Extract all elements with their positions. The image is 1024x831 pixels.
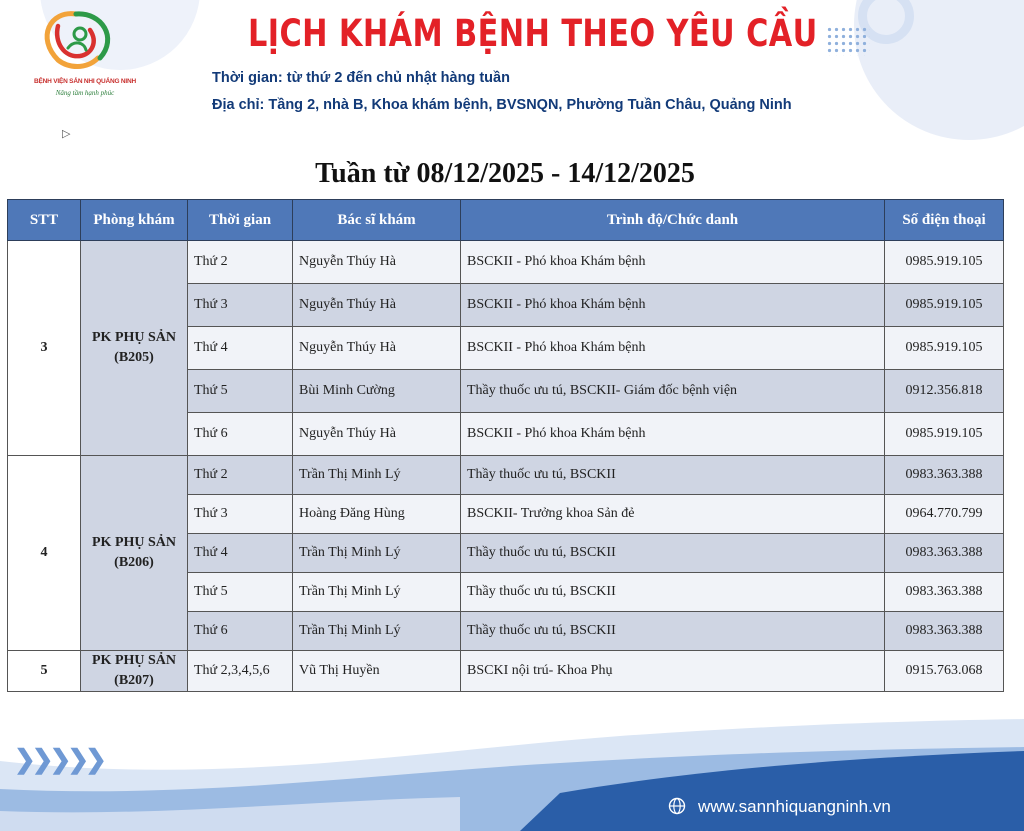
room-code: (B207) [114,673,154,688]
doctor-cell: Trần Thị Minh Lý [293,534,461,573]
phone-cell: 0983.363.388 [885,456,1004,495]
time-cell: Thứ 5 [188,370,293,413]
room-cell [81,651,188,692]
room-cell [81,241,188,456]
column-header-time: Thời gian [188,200,293,241]
doctor-cell: Nguyễn Thúy Hà [293,241,461,284]
table-header-row [8,200,1004,241]
table-row [8,456,1004,495]
room-code: (B206) [114,555,154,570]
doctor-cell: Nguyễn Thúy Hà [293,327,461,370]
phone-cell: 0964.770.799 [885,495,1004,534]
room-code: (B205) [114,350,154,365]
room-name: PK PHỤ SẢN [92,653,176,668]
phone-cell: 0985.919.105 [885,413,1004,456]
time-cell: Thứ 2 [188,241,293,284]
doctor-cell: Bùi Minh Cường [293,370,461,413]
stt-cell: 5 [8,651,81,692]
title-cell: BSCKII- Trưởng khoa Sản đẻ [461,495,885,534]
time-cell: Thứ 5 [188,573,293,612]
hospital-logo-icon [28,4,124,76]
schedule-time-info: Thời gian: từ thứ 2 đến chủ nhật hàng tuần [212,70,510,86]
title-cell: BSCKII - Phó khoa Khám bệnh [461,413,885,456]
time-cell: Thứ 6 [188,413,293,456]
schedule-address-info: Địa chỉ: Tầng 2, nhà B, Khoa khám bệnh, BVSNQN, Phường Tuần Châu, Quảng Ninh [212,97,792,113]
footer-website-url: www.sannhiquangninh.vn [698,797,891,816]
phone-cell: 0985.919.105 [885,327,1004,370]
globe-icon [668,797,686,815]
room-name: PK PHỤ SẢN [92,330,176,345]
title-cell: Thầy thuốc ưu tú, BSCKII [461,612,885,651]
phone-cell: 0912.356.818 [885,370,1004,413]
phone-cell: 0985.919.105 [885,241,1004,284]
time-cell: Thứ 4 [188,534,293,573]
page-title: LỊCH KHÁM BỆNH THEO YÊU CẦU [248,12,818,55]
table-row [8,651,1004,692]
week-title: Tuần từ 08/12/2025 - 14/12/2025 [315,158,695,189]
title-cell: Thầy thuốc ưu tú, BSCKII [461,456,885,495]
room-cell [81,456,188,651]
doctor-cell: Trần Thị Minh Lý [293,456,461,495]
stt-cell: 4 [8,456,81,651]
phone-cell: 0983.363.388 [885,612,1004,651]
phone-cell: 0983.363.388 [885,573,1004,612]
column-header-room: Phòng khám [81,200,188,241]
doctor-cell: Hoàng Đăng Hùng [293,495,461,534]
column-header-phone: Số điện thoại [885,200,1004,241]
table-row [8,241,1004,284]
doctor-cell: Nguyễn Thúy Hà [293,284,461,327]
schedule-table [7,199,1004,692]
phone-cell: 0985.919.105 [885,284,1004,327]
doctor-cell: Trần Thị Minh Lý [293,573,461,612]
title-cell: BSCKII - Phó khoa Khám bệnh [461,284,885,327]
column-header-title: Trình độ/Chức danh [461,200,885,241]
time-cell: Thứ 2,3,4,5,6 [188,651,293,692]
doctor-cell: Nguyễn Thúy Hà [293,413,461,456]
column-header-stt: STT [8,200,81,241]
doctor-cell: Vũ Thị Huyền [293,651,461,692]
column-header-doctor: Bác sĩ khám [293,200,461,241]
time-cell: Thứ 2 [188,456,293,495]
title-cell: BSCKI nội trú- Khoa Phụ [461,651,885,692]
room-name: PK PHỤ SẢN [92,535,176,550]
time-cell: Thứ 3 [188,284,293,327]
phone-cell: 0915.763.068 [885,651,1004,692]
logo-hospital-name: BỆNH VIỆN SẢN NHI QUẢNG NINH [33,78,137,85]
decor-dots [826,26,870,56]
stt-cell: 3 [8,241,81,456]
hospital-logo [20,4,137,97]
title-cell: Thầy thuốc ưu tú, BSCKII- Giám đốc bệnh viện [461,370,885,413]
title-cell: Thầy thuốc ưu tú, BSCKII [461,534,885,573]
title-cell: BSCKII - Phó khoa Khám bệnh [461,327,885,370]
time-cell: Thứ 6 [188,612,293,651]
time-cell: Thứ 3 [188,495,293,534]
phone-cell: 0983.363.388 [885,534,1004,573]
title-cell: Thầy thuốc ưu tú, BSCKII [461,573,885,612]
logo-slogan: Nâng tầm hạnh phúc [55,89,115,97]
footer-arrows-icon: ❯❯❯❯❯ [14,744,103,774]
title-cell: BSCKII - Phó khoa Khám bệnh [461,241,885,284]
mouse-cursor-icon: ▷ [62,128,71,140]
time-cell: Thứ 4 [188,327,293,370]
doctor-cell: Trần Thị Minh Lý [293,612,461,651]
